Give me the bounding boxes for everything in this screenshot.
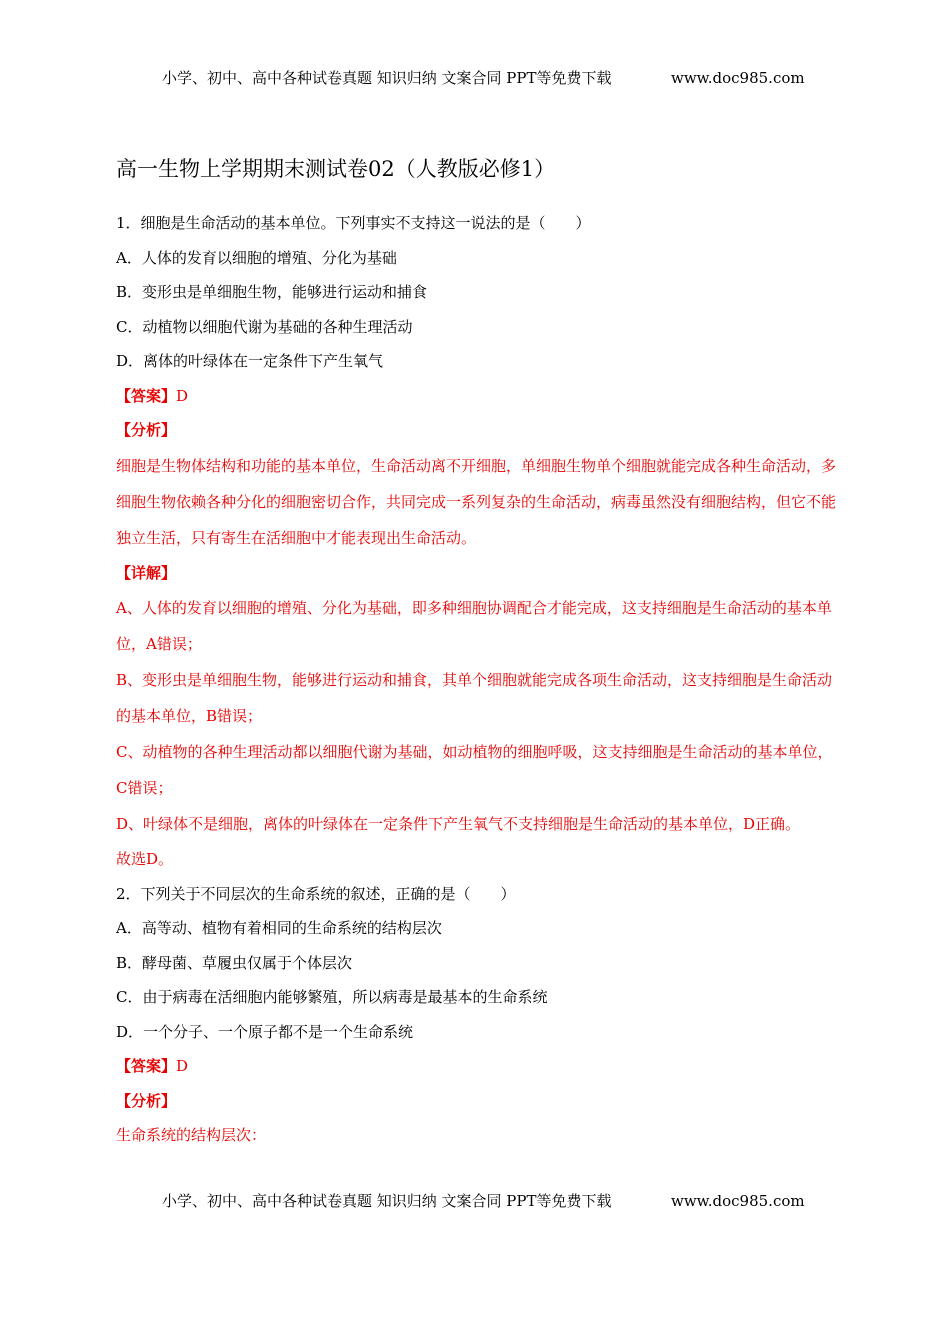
question-1-option-d: D．离体的叶绿体在一定条件下产生氧气 — [116, 352, 384, 370]
question-1-detail-c: C、动植物的各种生理活动都以细胞代谢为基础，如动植物的细胞呼吸，这支持细胞是生命活动的基本单位，C错误； — [116, 743, 833, 797]
document-body — [116, 206, 838, 1153]
question-2-analysis-label: 【分析】 — [116, 1091, 177, 1110]
question-2-option-a: A．高等动、植物有着相同的生命系统的结构层次 — [116, 919, 442, 937]
question-1-detail-b: B、变形虫是单细胞生物，能够进行运动和捕食，其单个细胞就能完成各项生命活动，这支持细胞是生命活动的基本单位，B错误； — [116, 671, 833, 725]
answer-value: D — [176, 386, 189, 405]
question-2-option-d: D．一个分子、一个原子都不是一个生命系统 — [116, 1022, 414, 1041]
question-1-analysis: 细胞是生物体结构和功能的基本单位，生命活动离不开细胞，单细胞生物单个细胞就能完成各种生命活动，多细胞生物依赖各种分化的细胞密切合作，共同完成一系列复杂的生命活动，病毒虽然没有细胞结构，但它不能独立生活，只有寄生在活细胞中才能表现出生命活动。 — [116, 456, 837, 547]
answer-value: D — [176, 1057, 189, 1075]
question-2-analysis: 生命系统的结构层次： — [116, 1126, 267, 1144]
question-1-stem: 1．细胞是生命活动的基本单位。下列事实不支持这一说法的是（ ） — [116, 214, 591, 232]
question-1-analysis-label: 【分析】 — [116, 421, 177, 439]
document-title: 高一生物上学期期末测试卷02（人教版必修1） — [116, 157, 556, 181]
question-2-option-b: B．酵母菌、草履虫仅属于个体层次 — [116, 953, 353, 972]
footer-text: 小学、初中、高中各种试卷真题 知识归纳 文案合同 PPT等免费下载 — [162, 1192, 612, 1210]
question-2-option-c: C．由于病毒在活细胞内能够繁殖，所以病毒是最基本的生命系统 — [116, 988, 548, 1006]
question-1-conclusion: 故选D。 — [116, 850, 174, 868]
answer-label: 【答案】 — [116, 386, 177, 405]
question-2-stem: 2．下列关于不同层次的生命系统的叙述，正确的是（ ） — [116, 884, 516, 903]
question-1-option-c: C．动植物以细胞代谢为基础的各种生理活动 — [116, 317, 413, 336]
question-1-answer — [116, 379, 838, 414]
question-1-option-b: B．变形虫是单细胞生物，能够进行运动和捕食 — [116, 283, 428, 301]
header-url[interactable]: www.doc985.com — [671, 69, 805, 87]
answer-label: 【答案】 — [116, 1057, 177, 1075]
question-2-answer — [116, 1049, 838, 1084]
header-text: 小学、初中、高中各种试卷真题 知识归纳 文案合同 PPT等免费下载 — [162, 69, 612, 87]
question-1-option-a: A．人体的发育以细胞的增殖、分化为基础 — [116, 248, 397, 267]
footer-url[interactable]: www.doc985.com — [671, 1192, 805, 1210]
question-1-detail-a: A、人体的发育以细胞的增殖、分化为基础，即多种细胞协调配合才能完成，这支持细胞是生命活动的基本单位，A错误； — [116, 599, 832, 653]
question-1-detail-label: 【详解】 — [116, 563, 177, 582]
question-1-detail-d: D、叶绿体不是细胞，离体的叶绿体在一定条件下产生氧气不支持细胞是生命活动的基本单位，D正确。 — [116, 815, 801, 833]
